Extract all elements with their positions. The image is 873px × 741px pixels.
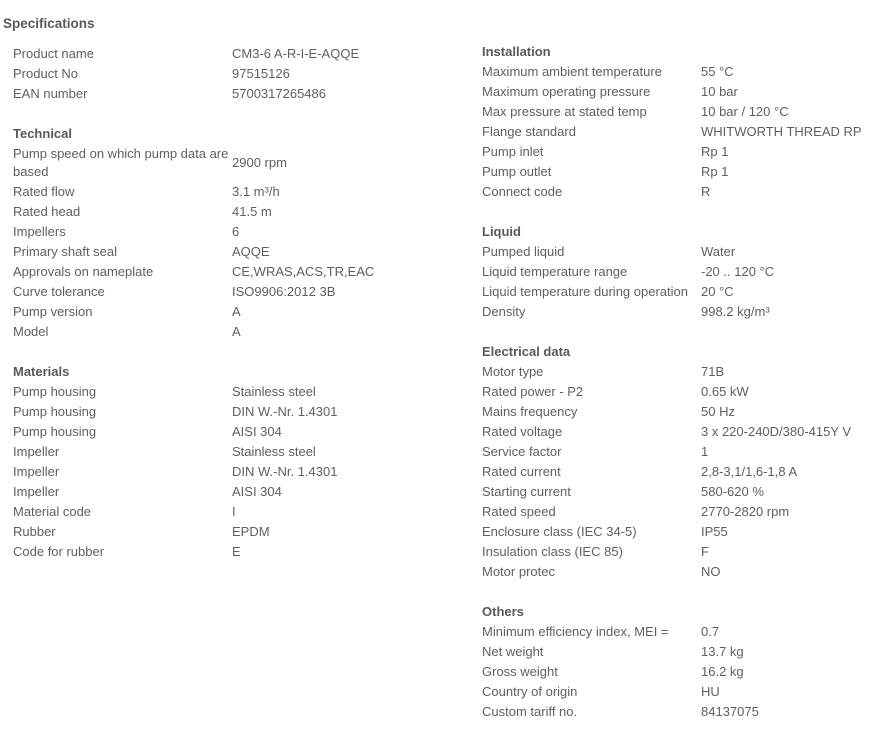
spec-value: 2900 rpm xyxy=(232,154,287,170)
spec-value: 13.7 kg xyxy=(701,644,744,659)
spec-label: Motor type xyxy=(482,364,544,379)
spec-row xyxy=(482,542,872,562)
spec-label: Model xyxy=(13,324,49,339)
spec-label: Approvals on nameplate xyxy=(13,264,154,279)
spec-row xyxy=(482,682,872,702)
spec-row xyxy=(13,64,463,84)
spec-value: 3.1 m³/h xyxy=(232,184,280,199)
spec-row xyxy=(13,522,463,542)
spec-value: 6 xyxy=(232,224,240,239)
spec-row xyxy=(13,482,463,502)
spec-value: Water xyxy=(701,244,736,259)
spec-label: Primary shaft seal xyxy=(13,244,118,259)
spec-label: Material code xyxy=(13,504,92,519)
spec-row xyxy=(13,282,463,302)
spec-label: Rated flow xyxy=(13,184,75,199)
spec-row xyxy=(482,562,872,582)
spec-label: Country of origin xyxy=(482,684,578,699)
spec-label: Maximum operating pressure xyxy=(482,84,651,99)
spec-label: Rated power - P2 xyxy=(482,384,584,399)
spec-row xyxy=(13,382,463,402)
spec-value: 998.2 kg/m³ xyxy=(701,304,770,319)
spec-value: AISI 304 xyxy=(232,424,282,439)
spec-value: Rp 1 xyxy=(701,164,729,179)
spec-value: AQQE xyxy=(232,244,270,259)
spec-value: A xyxy=(232,324,241,339)
spec-label: Motor protec xyxy=(482,564,555,579)
spec-value: CM3-6 A-R-I-E-AQQE xyxy=(232,46,360,61)
section-general xyxy=(13,44,463,104)
spec-label: Enclosure class (IEC 34-5) xyxy=(482,524,637,539)
spec-row xyxy=(13,542,463,562)
page-title: Specifications xyxy=(3,16,95,31)
spec-row xyxy=(13,302,463,322)
spec-label: Product No xyxy=(13,66,79,81)
spec-row xyxy=(482,162,872,182)
spec-value: IP55 xyxy=(701,524,728,539)
spec-row xyxy=(13,144,463,181)
spec-value: 55 °C xyxy=(701,64,734,79)
spec-label: Pump inlet xyxy=(482,144,544,159)
spec-label: Impeller xyxy=(13,484,60,499)
section-title: Technical xyxy=(13,126,73,141)
spec-row xyxy=(482,402,872,422)
spec-label: Pump housing xyxy=(13,424,97,439)
right-column xyxy=(482,42,872,722)
spec-label: EAN number xyxy=(13,86,88,101)
spec-row xyxy=(482,142,872,162)
spec-value: Rp 1 xyxy=(701,144,729,159)
spec-value: 50 Hz xyxy=(701,404,735,419)
spec-row xyxy=(13,502,463,522)
spec-value: ISO9906:2012 3B xyxy=(232,284,336,299)
spec-label: Mains frequency xyxy=(482,404,578,419)
spec-label: Rated voltage xyxy=(482,424,563,439)
spec-row xyxy=(482,622,872,642)
spec-label: Max pressure at stated temp xyxy=(482,104,647,119)
spec-value: 5700317265486 xyxy=(232,86,326,101)
spec-row xyxy=(482,362,872,382)
spec-row xyxy=(482,82,872,102)
spec-value: 20 °C xyxy=(701,284,734,299)
spec-label: Density xyxy=(482,304,526,319)
spec-row xyxy=(482,62,872,82)
section-title: Others xyxy=(482,604,524,619)
spec-row xyxy=(482,522,872,542)
spec-label: Code for rubber xyxy=(13,544,105,559)
spec-row xyxy=(482,242,872,262)
spec-label: Pump speed on which pump data are based xyxy=(13,145,229,179)
spec-label: Maximum ambient temperature xyxy=(482,64,662,79)
spec-label: Pump version xyxy=(13,304,93,319)
spec-value: Stainless steel xyxy=(232,444,316,459)
spec-value: I xyxy=(232,504,236,519)
spec-value: 84137075 xyxy=(701,704,759,719)
spec-row xyxy=(482,182,872,202)
spec-label: Insulation class (IEC 85) xyxy=(482,544,623,559)
spec-value: 0.7 xyxy=(701,624,720,639)
spec-value: 0.65 kW xyxy=(701,384,749,399)
spec-row xyxy=(13,202,463,222)
spec-value: DIN W.-Nr. 1.4301 xyxy=(232,464,338,479)
spec-label: Rated speed xyxy=(482,504,556,519)
spec-value: 97515126 xyxy=(232,66,290,81)
spec-value: HU xyxy=(701,684,720,699)
spec-label: Starting current xyxy=(482,484,571,499)
spec-row xyxy=(482,702,872,722)
spec-row xyxy=(482,502,872,522)
spec-label: Rated current xyxy=(482,464,561,479)
spec-row xyxy=(13,222,463,242)
left-column xyxy=(13,44,463,562)
spec-value: NO xyxy=(701,564,721,579)
section-materials xyxy=(13,362,463,562)
spec-label: Pump outlet xyxy=(482,164,552,179)
spec-row xyxy=(482,302,872,322)
spec-label: Curve tolerance xyxy=(13,284,105,299)
spec-row xyxy=(482,462,872,482)
spec-label: Product name xyxy=(13,46,94,61)
spec-row xyxy=(482,422,872,442)
spec-row xyxy=(13,422,463,442)
spec-row xyxy=(13,84,463,104)
spec-row xyxy=(482,122,872,142)
spec-label: Minimum efficiency index, MEI = xyxy=(482,624,669,639)
spec-row xyxy=(482,282,872,302)
spec-row xyxy=(482,262,872,282)
spec-row xyxy=(13,242,463,262)
spec-label: Impeller xyxy=(13,444,60,459)
spec-row xyxy=(13,462,463,482)
section-installation xyxy=(482,42,872,202)
spec-value: WHITWORTH THREAD RP xyxy=(701,124,862,139)
spec-value: Stainless steel xyxy=(232,384,316,399)
spec-row xyxy=(13,262,463,282)
spec-value: 1 xyxy=(701,444,709,459)
spec-value: -20 .. 120 °C xyxy=(701,264,775,279)
spec-value: AISI 304 xyxy=(232,484,282,499)
spec-value: 71B xyxy=(701,364,725,379)
spec-value: 41.5 m xyxy=(232,204,272,219)
spec-value: 10 bar xyxy=(701,84,738,99)
spec-label: Liquid temperature during operation xyxy=(482,284,688,299)
spec-row xyxy=(482,382,872,402)
spec-row xyxy=(13,442,463,462)
spec-value: EPDM xyxy=(232,524,270,539)
spec-row xyxy=(482,662,872,682)
spec-label: Custom tariff no. xyxy=(482,704,578,719)
spec-value: 2,8-3,1/1,6-1,8 A xyxy=(701,464,798,479)
spec-row xyxy=(13,44,463,64)
spec-row xyxy=(482,482,872,502)
spec-value: 2770-2820 rpm xyxy=(701,504,790,519)
section-others xyxy=(482,602,872,722)
spec-label: Pump housing xyxy=(13,404,97,419)
spec-value: E xyxy=(232,544,241,559)
spec-label: Service factor xyxy=(482,444,562,459)
spec-value: R xyxy=(701,184,711,199)
spec-row xyxy=(482,642,872,662)
spec-label: Net weight xyxy=(482,644,544,659)
spec-row xyxy=(13,322,463,342)
section-title: Electrical data xyxy=(482,344,571,359)
spec-label: Liquid temperature range xyxy=(482,264,628,279)
spec-value: 580-620 % xyxy=(701,484,764,499)
spec-label: Connect code xyxy=(482,184,563,199)
spec-value: A xyxy=(232,304,241,319)
spec-value: F xyxy=(701,544,709,559)
spec-label: Impellers xyxy=(13,224,66,239)
spec-row xyxy=(13,402,463,422)
spec-value: 16.2 kg xyxy=(701,664,744,679)
section-title: Liquid xyxy=(482,224,521,239)
spec-label: Impeller xyxy=(13,464,60,479)
spec-label: Gross weight xyxy=(482,664,558,679)
spec-label: Pump housing xyxy=(13,384,97,399)
spec-value: DIN W.-Nr. 1.4301 xyxy=(232,404,338,419)
spec-label: Rubber xyxy=(13,524,56,539)
spec-row xyxy=(482,102,872,122)
spec-row xyxy=(482,442,872,462)
spec-value: 3 x 220-240D/380-415Y V xyxy=(701,424,852,439)
spec-label: Flange standard xyxy=(482,124,576,139)
spec-value: 10 bar / 120 °C xyxy=(701,104,789,119)
spec-value: CE,WRAS,ACS,TR,EAC xyxy=(232,264,375,279)
section-technical xyxy=(13,124,463,342)
spec-label: Rated head xyxy=(13,204,81,219)
spec-row xyxy=(13,182,463,202)
spec-label: Pumped liquid xyxy=(482,244,565,259)
section-liquid xyxy=(482,222,872,322)
section-title: Materials xyxy=(13,364,70,379)
section-title: Installation xyxy=(482,44,551,59)
section-electrical-data xyxy=(482,342,872,582)
